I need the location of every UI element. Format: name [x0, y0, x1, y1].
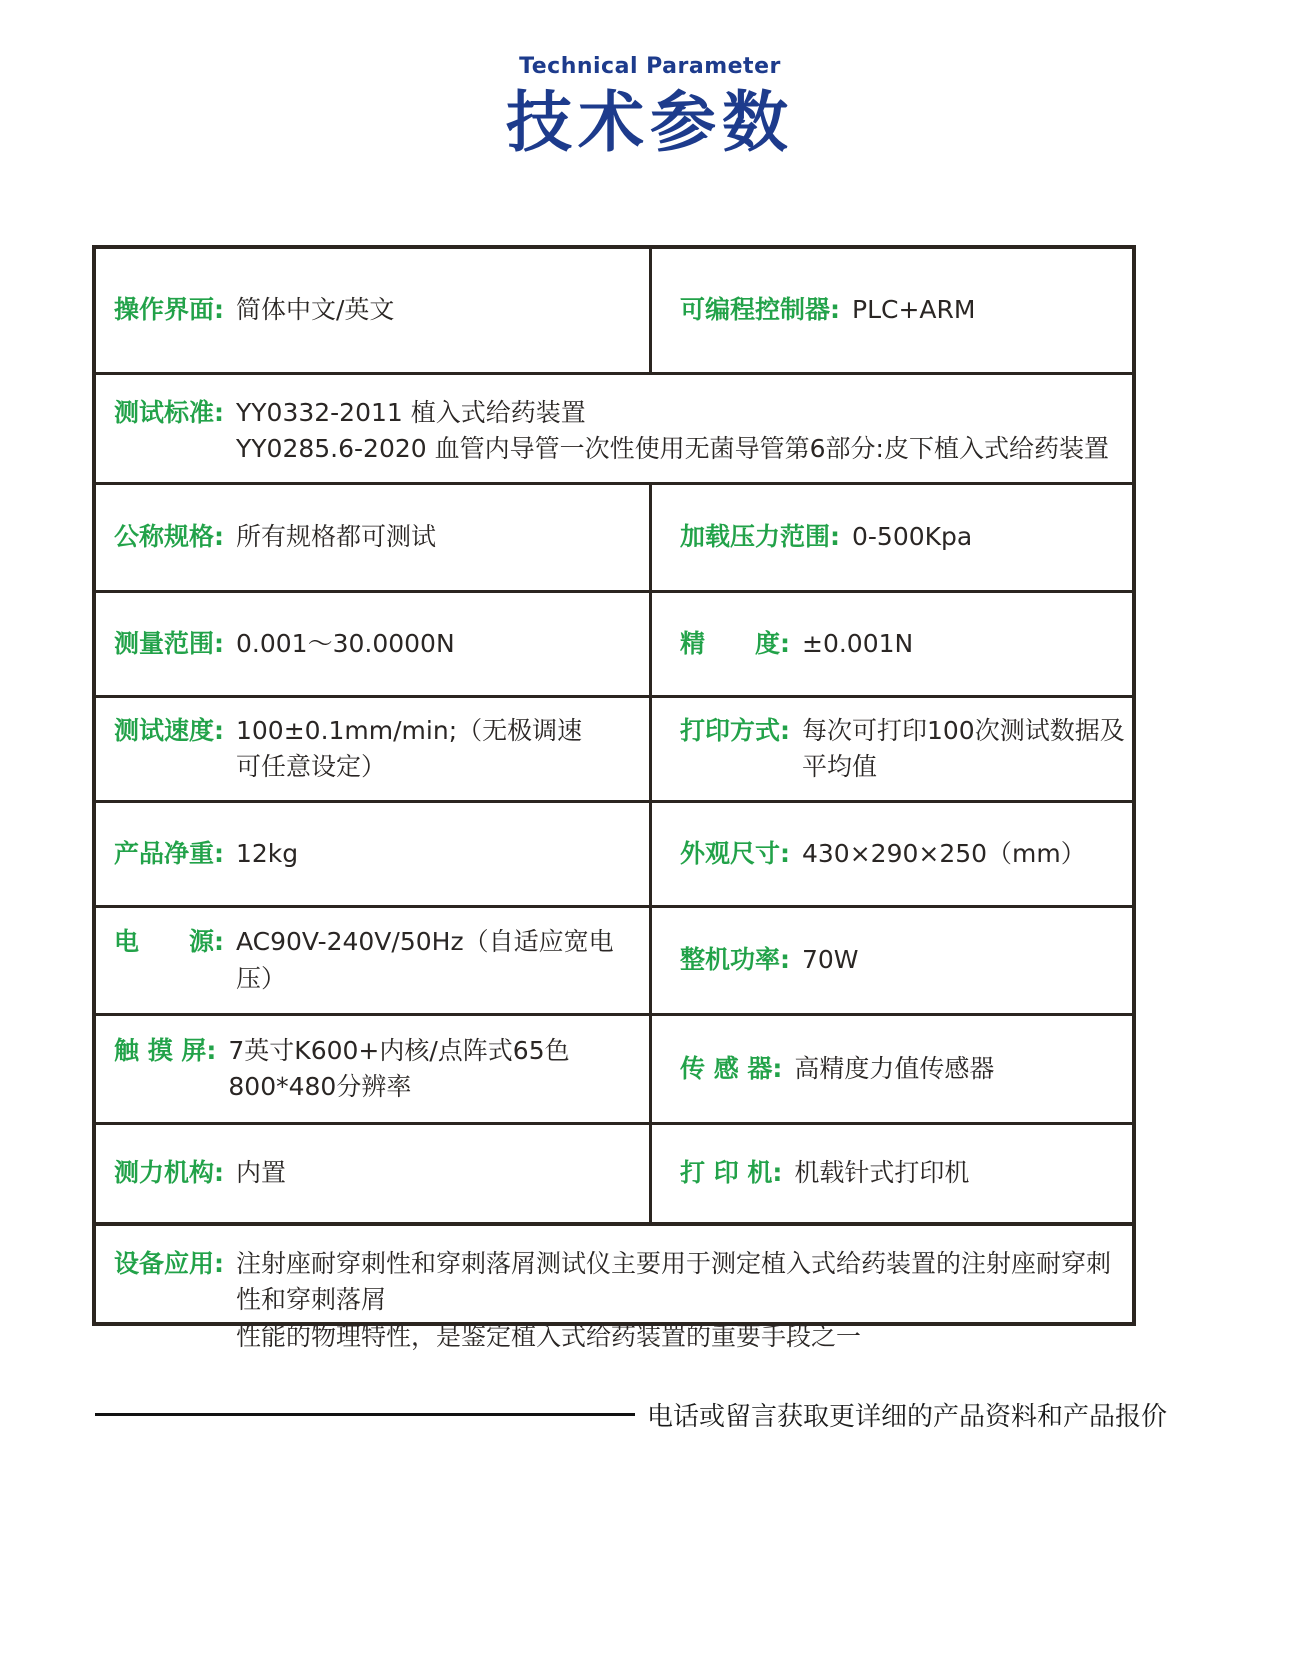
application-value — [236, 1246, 1132, 1355]
measure-range-value: 0.001～30.0000N — [236, 628, 455, 658]
cell-touch-screen — [96, 1016, 649, 1122]
cell-force-mechanism — [96, 1125, 649, 1222]
table-row — [96, 905, 1132, 1013]
cell-power-supply — [96, 908, 649, 1013]
load-pressure-range-value: 0-500Kpa — [852, 522, 973, 552]
title-english: Technical Parameter — [519, 54, 781, 79]
table-row — [96, 1122, 1132, 1222]
table-row — [96, 695, 1132, 800]
cell-print-mode — [649, 698, 1132, 800]
test-standard-line1: YY0332-2011 植入式给药装置 — [236, 398, 586, 427]
measure-range-label: 测量范围: — [114, 628, 224, 658]
table-row — [96, 372, 1132, 482]
table-row — [96, 800, 1132, 905]
cell-measure-range — [96, 593, 649, 695]
cell-load-pressure-range — [649, 485, 1132, 590]
load-pressure-range-label: 加载压力范围: — [680, 522, 840, 552]
sensor-label: 传 感 器: — [680, 1053, 783, 1083]
table-row — [96, 1013, 1132, 1122]
net-weight-label: 产品净重: — [114, 838, 224, 868]
accuracy-value: ±0.001N — [802, 628, 914, 658]
cell-total-power — [649, 908, 1132, 1013]
total-power-label: 整机功率: — [680, 945, 790, 975]
table-row — [96, 590, 1132, 695]
touch-screen-line2: 800*480分辨率 — [228, 1072, 412, 1101]
test-speed-line2: 可任意设定） — [236, 752, 387, 781]
power-supply-label: 电 源: — [114, 927, 224, 957]
plc-controller-value: PLC+ARM — [852, 295, 976, 325]
nominal-spec-value: 所有规格都可测试 — [236, 522, 437, 552]
application-line2: 性能的物理特性，是鉴定植入式给药装置的重要手段之一 — [236, 1321, 862, 1351]
footer-note: 电话或留言获取更详细的产品资料和产品报价 — [647, 1402, 1168, 1432]
accuracy-label: 精 度: — [680, 628, 790, 658]
operation-interface-value: 简体中文/英文 — [236, 295, 395, 325]
test-speed-line1: 100±0.1mm/min;（无极调速 — [236, 715, 583, 745]
table-row — [96, 482, 1132, 590]
operation-interface-label: 操作界面: — [114, 295, 224, 325]
cell-operation-interface — [96, 249, 649, 372]
application-line1: 注射座耐穿刺性和穿刺落屑测试仪主要用于测定植入式给药装置的注射座耐穿刺性和穿刺落屑 — [236, 1249, 1112, 1315]
test-standard-label: 测试标准: — [114, 398, 224, 427]
spec-table — [92, 245, 1136, 1351]
page-title: 技术参数 — [506, 84, 794, 161]
touch-screen-value — [228, 1033, 569, 1106]
cell-test-standard — [96, 375, 1132, 482]
print-mode-label: 打印方式: — [680, 715, 790, 745]
dimensions-value: 430×290×250（mm） — [802, 838, 1086, 868]
cell-nominal-spec — [96, 485, 649, 590]
footer-divider-line — [95, 1413, 635, 1416]
net-weight-value: 12kg — [236, 838, 299, 868]
power-supply-value: AC90V-240V/50Hz（自适应宽电压） — [236, 927, 614, 993]
sensor-value: 高精度力值传感器 — [794, 1053, 995, 1083]
printer-label: 打 印 机: — [680, 1158, 783, 1188]
cell-sensor — [649, 1016, 1132, 1122]
dimensions-label: 外观尺寸: — [680, 838, 790, 868]
cell-test-speed — [96, 698, 649, 800]
test-standard-value — [236, 395, 1109, 468]
cell-printer — [649, 1125, 1132, 1222]
table-row — [96, 249, 1132, 372]
page-header — [0, 0, 1300, 160]
table-row — [96, 1222, 1132, 1351]
footer — [95, 1396, 1215, 1433]
force-mechanism-label: 测力机构: — [114, 1158, 224, 1188]
test-speed-value — [236, 713, 582, 786]
cell-dimensions — [649, 803, 1132, 905]
touch-screen-label: 触 摸 屏: — [114, 1035, 217, 1065]
total-power-value: 70W — [802, 945, 859, 975]
application-label: 设备应用: — [114, 1249, 224, 1278]
cell-application — [96, 1226, 1132, 1351]
test-speed-label: 测试速度: — [114, 715, 224, 745]
touch-screen-line1: 7英寸K600+内核/点阵式65色 — [228, 1035, 570, 1065]
nominal-spec-label: 公称规格: — [114, 522, 224, 552]
force-mechanism-value: 内置 — [236, 1158, 287, 1188]
print-mode-value: 每次可打印100次测试数据及平均值 — [802, 715, 1125, 781]
cell-accuracy — [649, 593, 1132, 695]
plc-controller-label: 可编程控制器: — [680, 295, 840, 325]
cell-plc-controller — [649, 249, 1132, 372]
printer-value: 机载针式打印机 — [794, 1158, 970, 1188]
cell-net-weight — [96, 803, 649, 905]
test-standard-line2: YY0285.6-2020 血管内导管一次性使用无菌导管第6部分:皮下植入式给药装置 — [236, 434, 1109, 464]
